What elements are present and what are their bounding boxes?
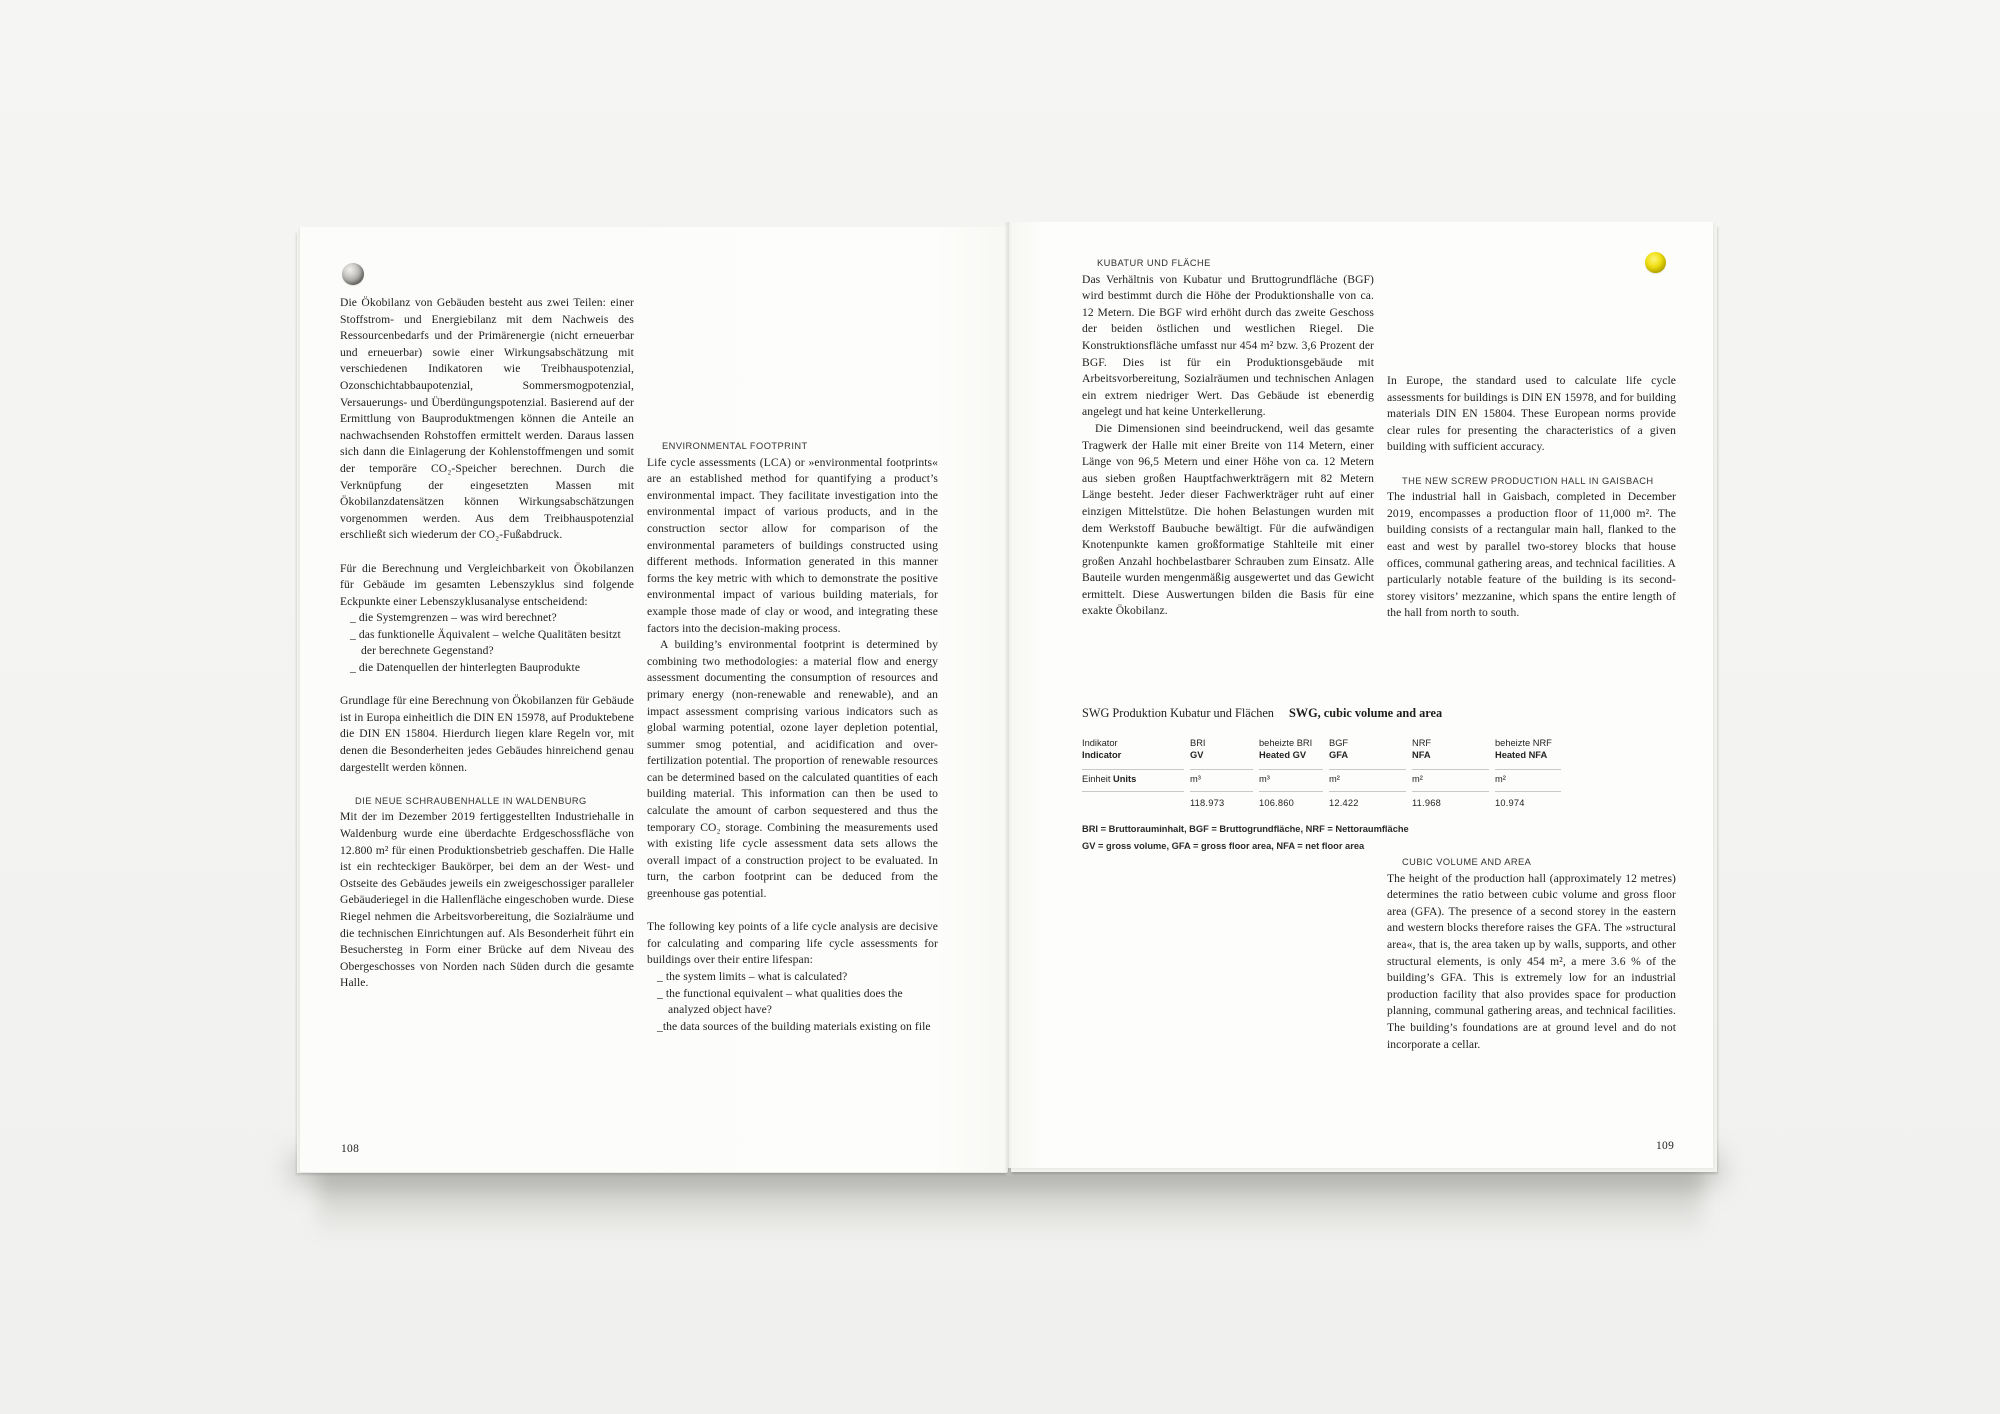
table-column-bgf [1329, 738, 1406, 810]
section-heading: KUBATUR UND FLÄCHE [1097, 258, 1211, 268]
table-column-bri [1190, 738, 1253, 810]
volume-area-table [1082, 706, 1682, 853]
page-number: 108 [341, 1143, 360, 1155]
right-page-german-column [1082, 255, 1374, 620]
cell-value: 12.422 [1329, 798, 1359, 808]
paragraph: Life cycle assessments (LCA) or »environmental footprints« are an established method for quantifying a product’s environmental impact. They facilitate investigation into the environmental impact of various products, and in the construction sector allow for comparison of the environmental parameters of buildings constructed using different methods. Information generated in this manner forms the key metric with which to demonstrate the positive environmental impact of various building materials, for example those made of clay or wood, and integrating these factors into the decision-making process. [647, 455, 938, 635]
column-header-en: Indicator [1082, 749, 1122, 760]
column-header-de: beheizte BRI [1259, 738, 1313, 748]
section-heading: CUBIC VOLUME AND AREA [1402, 857, 1532, 867]
table-column-nrf [1412, 738, 1489, 810]
cell-value: 118.973 [1190, 798, 1225, 808]
cell-value: 106.860 [1259, 798, 1295, 808]
book-spine [1004, 222, 1012, 1172]
page-right [1008, 222, 1713, 1168]
cell-value: 10.974 [1495, 798, 1525, 808]
column-header-de: BRI [1190, 738, 1206, 748]
table-column-indicator [1082, 738, 1184, 810]
column-header-en: GFA [1329, 749, 1349, 760]
yellow-sphere-icon [1645, 252, 1666, 273]
list-item: _the data sources of the building materials existing on file [657, 1019, 931, 1033]
column-header-en: GV [1190, 749, 1204, 760]
list-item: _ die Datenquellen der hinterlegten Bauprodukte [350, 661, 581, 675]
unit-label: m³ [1259, 770, 1323, 792]
open-book [300, 222, 1713, 1172]
list-item: _ the system limits – what is calculated? [657, 970, 848, 983]
unit-label-en: Units [1113, 774, 1137, 784]
column-header-en: NFA [1412, 749, 1431, 760]
paragraph: A building’s environmental footprint is determined by combining two methodologies: a material flow and energy assessment documenting the consumption of resources and primary energy (non-renewable and renewable), and an impact assessment comprising various indicators such as global warming potential, ozone layer depletion potential, summer smog potential, and acidification and over-fertilization potential. The proportion of renewable resources can be determined based on the calculated quantities of each building material. This information can then be used to calculate the amount of carbon sequestered and thus the temporary CO₂ storage. Combining the measurements used with existing life cycle assessment data sets allows the overall impact of a construction project to be evaluated. In turn, the carbon footprint can be deduced from the greenhouse gas potential. [647, 638, 938, 901]
unit-label-de: Einheit [1082, 774, 1111, 784]
section-heading: ENVIRONMENTAL FOOTPRINT [662, 441, 808, 451]
unit-label: m² [1495, 770, 1561, 792]
column-header-de: NRF [1412, 738, 1432, 748]
right-page-english-column [1387, 373, 1676, 622]
paragraph: Für die Berechnung und Vergleichbarkeit von Ökobilanzen für Gebäude im gesamten Lebenszyklus sind folgende Eckpunkte einer Lebenszyklusanalyse entscheidend: [340, 561, 634, 608]
table-title-english: SWG, cubic volume and area [1288, 706, 1443, 720]
unit-label: m² [1329, 770, 1406, 792]
paragraph: Mit der im Dezember 2019 fertiggestellten Industriehalle in Waldenburg wurde eine überdachte Erdgeschossfläche von 12.800 m² für einen Produktionsbetrieb geschaffen. Die Halle ist ein rechteckiger Baukörper, bei dem an der West- und Ostseite des Gebäudes jeweils ein zweigeschossiger paralleler Gebäuderiegel in die Hallenfläche eingeschoben wurde. Diese Riegel nehmen die Arbeitsvorbereitung, die Sozialräume und die technischen Einrichtungen auf. Als Besonderheit führt ein Besuchersteg in Form einer Brücke auf dem Niveau des Obergeschosses von Norden nach Süden durch die gesamte Halle. [340, 810, 634, 990]
column-header-de: BGF [1329, 738, 1349, 748]
table-footnote-english: GV = gross volume, GFA = gross floor area, NFA = net floor area [1082, 840, 1365, 851]
unit-label: m³ [1190, 770, 1253, 792]
table-title [1082, 706, 1682, 721]
table-column-heated-nrf [1495, 738, 1561, 810]
table-column-heated-bri [1259, 738, 1323, 810]
table-title-german: SWG Produktion Kubatur und Flächen [1082, 706, 1274, 720]
book-shadow-soft [318, 1168, 1702, 1238]
column-header-en: Heated GV [1259, 749, 1307, 760]
column-header-en: Heated NFA [1495, 749, 1548, 760]
paragraph: The industrial hall in Gaisbach, completed in December 2019, encompasses a production floor of 11,000 m². The building consists of a rectangular main hall, flanked to the east and west by parallel two-storey blocks that house offices, communal gathering areas, and technical facilities. A particularly notable feature of the building is its second-storey visitors’ mezzanine, which spans the entire length of the hall from north to south. [1387, 490, 1676, 620]
paragraph: Die Ökobilanz von Gebäuden besteht aus zwei Teilen: einer Stoffstrom- und Energiebilanz mit dem Nachweis des Ressourcenbedarfs und der Primärenergie (nicht erneuerbar und erneuerbar) sowie einer Wirkungsabschätzung mit verschiedenen Indikatoren wie Treibhauspotenzial, Ozonschichtabbaupotenzial, Sommersmogpotenzial, Versauerungs- und Überdüngungspotenzial. Basierend auf der Ermittlung von Bauproduktmengen können die Anteile an nachwachsenden Rohstoffen ermittelt werden. Daraus lassen sich dann die Einlagerung der Kohlenstoffmengen und somit der temporäre CO₂-Speicher berechnen. Durch die Verknüpfung der eingesetzten Massen mit Ökobilanzdatensätzen können Wirkungsabschätzungen vorgenommen werden. Aus dem Treibhauspotenzial erschließt sich wiederum der CO₂-Fußabdruck. [340, 296, 634, 542]
paragraph: The following key points of a life cycle analysis are decisive for calculating and comparing life cycle assessments for buildings over their entire lifespan: [647, 920, 938, 967]
gray-sphere-icon [342, 263, 364, 285]
paragraph: The height of the production hall (approximately 12 metres) determines the ratio between cubic volume and gross floor area (GFA). The presence of a second storey in the eastern and western blocks therefore raises the GFA. The »structural area«, that is, the area taken up by walls, supports, and other structural elements, is only 454 m², a mere 3.6 % of the building’s GFA. This is extremely low for an industrial production facility that also provides space for production planning, communal gathering areas, and technical facilities. The building’s foundations are at ground level and do not incorporate a cellar. [1387, 871, 1676, 1051]
column-header-de: Indikator [1082, 738, 1118, 748]
list-item: _ the functional equivalent – what qualities does the analyzed object have? [657, 986, 903, 1017]
paragraph: Grundlage für eine Berechnung von Ökobilanzen für Gebäude ist in Europa einheitlich die DIN EN 15978, auf Produktebene die DIN EN 15804. Hierdurch liegen klare Regeln vor, mit denen die Besonderheiten jedes Gebäudes hinreichend genau dargestellt werden können. [340, 694, 634, 774]
section-heading: DIE NEUE SCHRAUBENHALLE IN WALDENBURG [355, 795, 587, 806]
paragraph: Die Dimensionen sind beeindruckend, weil das gesamte Tragwerk der Halle mit einer Breite von 114 Metern, einer Länge von 96,5 Metern und einer Höhe von ca. 12 Metern aus sieben großen Hauptfachwerkträgern mit 82 Metern Länge besteht. Jeder dieser Fachwerkträger ruht auf einer einzigen Mittelstütze. Die hohen Belastungen wurden mit dem Werkstoff Baubuche bewältigt. Für die aufwändigen Knotenpunkte kamen großformatige Stahlteile mit einer großen Anzahl hochbelastbarer Schrauben zum Einsatz. Alle Bauteile wurden mengenmäßig ausgewertet und das Gewicht ermittelt. Diese Auswertungen bilden die Basis für eine exakte Ökobilanz. [1082, 421, 1374, 618]
page-number: 109 [1656, 1140, 1675, 1152]
list-item: _ die Systemgrenzen – was wird berechnet? [350, 611, 557, 625]
left-page-english-column [647, 438, 938, 1035]
section-heading: THE NEW SCREW PRODUCTION HALL IN GAISBACH [1402, 475, 1654, 486]
table-footnote-german: BRI = Bruttorauminhalt, BGF = Bruttogrundfläche, NRF = Nettoraumfläche [1082, 824, 1409, 834]
left-page-german-column [340, 295, 634, 992]
table-columns [1082, 738, 1682, 810]
list-item: _ das funktionelle Äquivalent – welche Qualitäten besitzt der berechnete Gegenstand? [350, 627, 621, 658]
paragraph: Das Verhältnis von Kubatur und Bruttogrundfläche (BGF) wird bestimmt durch die Höhe der Produktionshalle von ca. 12 Metern. Die BGF wird erhöht durch das zweite Geschoss der beiden östlichen und westlichen Riegel. Die Konstruktionsfläche umfasst nur 454 m² bzw. 3,6 Prozent der BGF. Dies ist für ein Produktionsgebäude mit Arbeitsvorbereitung, Sozialräumen und technischen Anlagen ein extrem niedriger Wert. Das Gebäude ist ebenerdig angelegt und hat keine Unterkellerung. [1082, 272, 1374, 419]
page-left [300, 227, 1008, 1172]
cell-value: 11.968 [1412, 798, 1441, 808]
cell-value [1082, 792, 1184, 810]
paragraph: In Europe, the standard used to calculate life cycle assessments for buildings is DIN EN 15978, and for building materials DIN EN 15804. These European norms provide clear rules for presenting the characteristics of a given building with sufficient accuracy. [1387, 374, 1676, 454]
column-header-de: beheizte NRF [1495, 738, 1552, 748]
unit-label: m² [1412, 770, 1489, 792]
right-page-english-column-lower [1387, 854, 1676, 1053]
